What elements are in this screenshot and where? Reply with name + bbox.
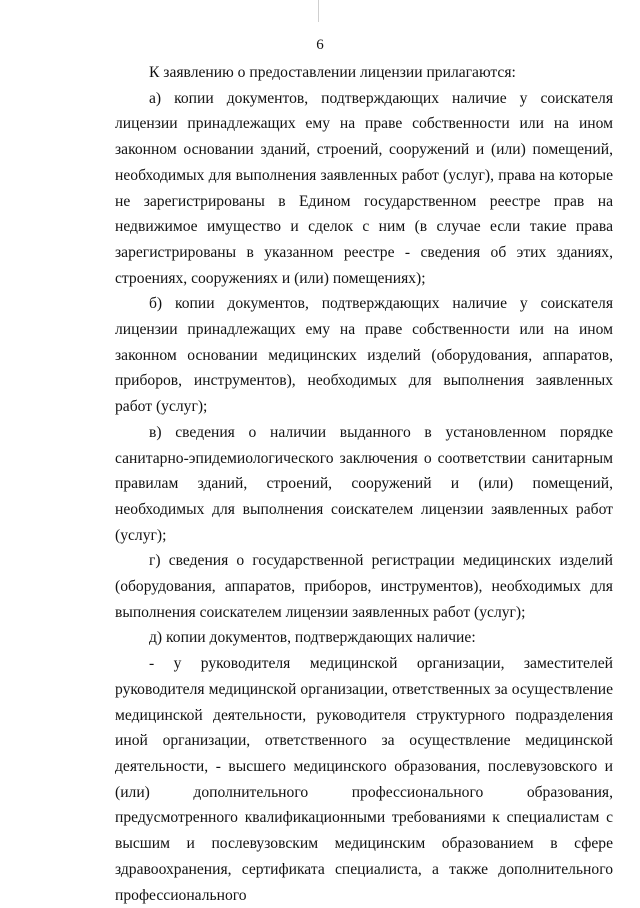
document-body [115,60,613,908]
item-d-paragraph: д) копии документов, подтверждающих наличие: [149,629,476,647]
item-a-paragraph: а) копии документов, подтверждающих наличие у соискателя лицензии принадлежащих ему на праве собственности или на ином законном основании зданий, строений, сооружений и (или) помещений, необходимых для выполнения заявленных работ (услуг), права на которые не зарегистрированы в Едином государственном реестре прав на недвижимое имущество и сделок с ним (в случае если такие права зарегистрированы в указанном реестре - сведения об этих зданиях, строениях, сооружениях и (или) помещениях); [115,89,613,287]
scan-artifact-line [318,0,319,22]
item-g-paragraph: г) сведения о государственной регистрации медицинских изделий (оборудования, аппаратов, приборов, инструментов), необходимых для выполнения соискателем лицензии заявленных работ (услуг); [115,552,613,621]
page-number: 6 [316,37,324,53]
item-d-subitem-paragraph: - у руководителя медицинской организации, заместителей руководителя медицинской организации, ответственных за осуществление медицинской деятельности, руководителя структурного подразделения иной организации, ответственного за осуществление медицинской деятельности, - высшего медицинского образования, послевузовского и (или) дополнительного профессионального образования, предусмотренного квалификационными требованиями к специалистам с высшим и послевузовским медицинским образованием в сфере здравоохранения, сертификата специалиста, а также дополнительного профессионального [115,655,613,904]
intro-paragraph: К заявлению о предоставлении лицензии прилагаются: [149,64,516,81]
item-v-paragraph: в) сведения о наличии выданного в установленном порядке санитарно-эпидемиологического заключения о соответствии санитарным правилам зданий, строений, сооружений и (или) помещений, необходимых для выполнения соискателем лицензии заявленных работ (услуг); [115,423,613,544]
item-b-paragraph: б) копии документов, подтверждающих наличие у соискателя лицензии принадлежащих ему на праве собственности или на ином законном основании медицинских изделий (оборудования, аппаратов, приборов, инструментов), необходимых для выполнения заявленных работ (услуг); [115,295,613,416]
